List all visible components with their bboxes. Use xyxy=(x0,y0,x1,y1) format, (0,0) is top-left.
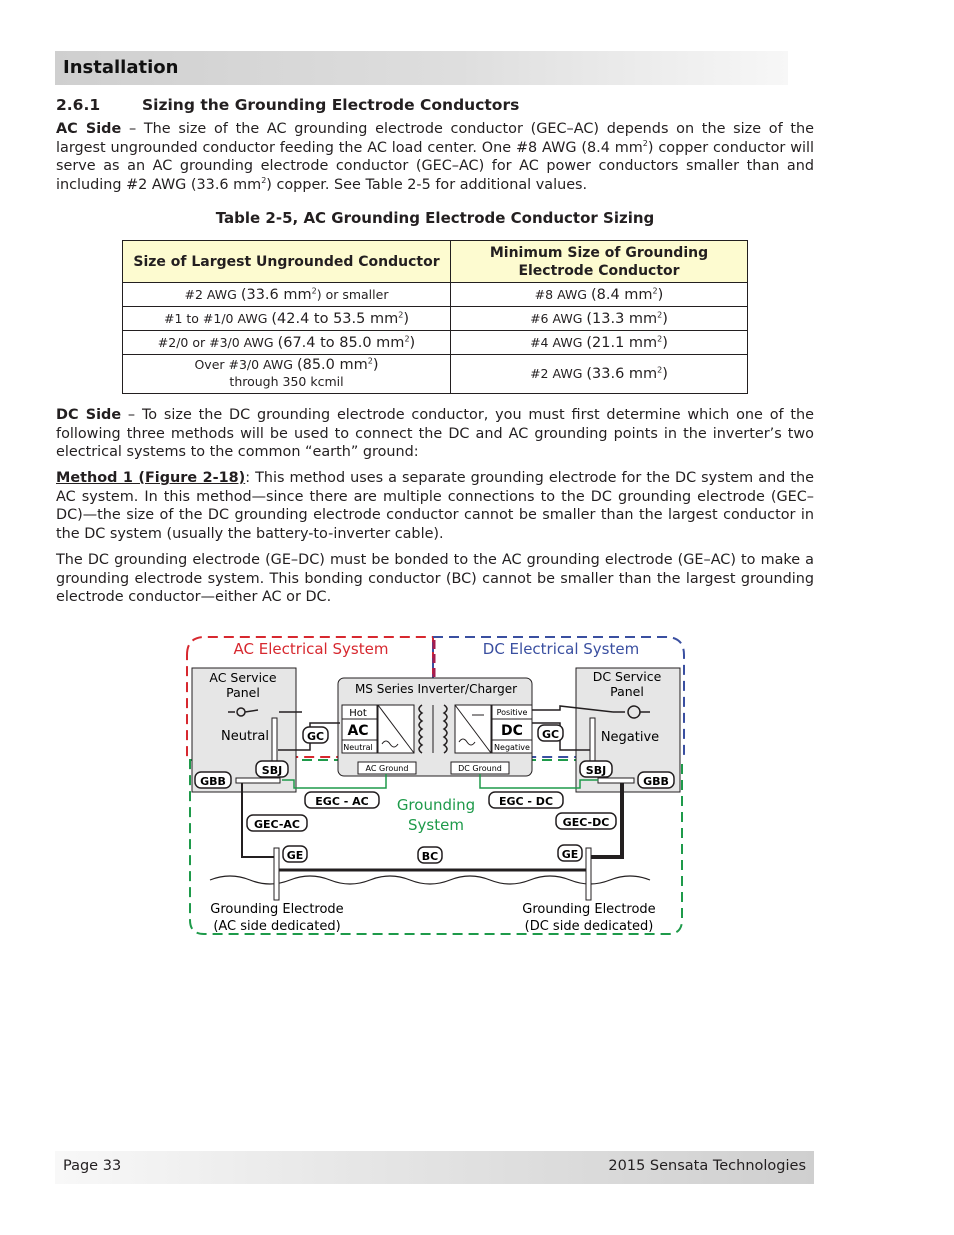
superscript: 2 xyxy=(657,365,663,375)
bc-badge xyxy=(418,847,442,863)
cell-awg: #6 AWG xyxy=(530,310,587,326)
ac-system-label: AC Electrical System xyxy=(233,640,389,658)
egc-dc-label: EGC - DC xyxy=(498,795,554,808)
close-paren: ) xyxy=(409,334,416,351)
superscript: 2 xyxy=(652,286,658,296)
ge-label: GE xyxy=(286,849,304,862)
cell-mm: (33.6 mm xyxy=(586,365,658,382)
bonding-text: The DC grounding electrode (GE–DC) must be bonded to the AC grounding electrode (GE–AC) to make a grounding electrode system. This bonding conductor (BC) cannot be smaller than the largest grounding electrode conductor—either AC or DC. xyxy=(56,552,814,605)
ac-side-lead: AC Side xyxy=(56,121,122,137)
dc-ground-rod xyxy=(586,848,591,900)
gbb-label: GBB xyxy=(200,775,226,788)
egc-dc-badge xyxy=(489,792,563,808)
ge-dc-caption-2: (DC side dedicated) xyxy=(524,919,654,934)
close-paren: ) xyxy=(662,365,668,382)
table-caption: Table 2-5, AC Grounding Electrode Conductor Sizing xyxy=(215,209,655,227)
dc-system-label: DC Electrical System xyxy=(482,640,640,658)
dc-ground-bus-bar xyxy=(598,778,634,783)
cell-mm: (33.6 mm xyxy=(240,286,312,303)
table-header-col2: Minimum Size of Grounding Electrode Conductor xyxy=(451,241,748,283)
ge-ac-caption-1: Grounding Electrode xyxy=(210,902,344,917)
cell-mm: (13.3 mm xyxy=(586,310,658,327)
bc-label: BC xyxy=(421,850,439,863)
ac-label: AC xyxy=(347,723,369,739)
header-title: Installation xyxy=(63,57,179,78)
superscript: 2 xyxy=(398,310,404,320)
superscript: 2 xyxy=(311,286,317,296)
gec-dc-badge xyxy=(556,813,616,829)
superscript: 2 xyxy=(261,175,267,185)
section-title: Sizing the Grounding Electrode Conductors xyxy=(142,96,520,114)
page-footer xyxy=(55,1151,814,1184)
cell-awg: #2 AWG xyxy=(530,365,587,381)
method1-text: : This method uses a separate grounding electrode for the DC system and the AC system. In this method—since there are multiple connections to the DC grounding electrode (GEC–DC)—the size of the DC grounding electrode conductor cannot be smaller than the largest conductor in the DC system (usually the battery-to-inverter cable). xyxy=(56,470,814,542)
ac-side-text-2: ) copper conductor will serve as an AC grounding electrode conductor (GEC–AC) for AC power conductors smaller than and including #2 AWG (33.6 mm xyxy=(56,139,814,193)
negative-bus-bar xyxy=(590,718,595,762)
cell-mm: (42.4 to 53.5 mm xyxy=(271,310,399,327)
egc-ac-label: EGC - AC xyxy=(315,795,369,808)
gc-label: GC xyxy=(306,730,325,743)
close-paren: ) xyxy=(662,310,668,327)
cell-line2: through 350 kcmil xyxy=(229,374,344,389)
sbj-badge-ac xyxy=(256,761,288,777)
ac-ground-rod xyxy=(274,848,279,900)
superscript: 2 xyxy=(657,334,663,344)
ge-badge-dc xyxy=(558,845,582,861)
ac-panel-label-2: Panel xyxy=(226,685,260,700)
ge-ac-caption-2: (AC side dedicated) xyxy=(213,919,341,934)
hot-label: Hot xyxy=(349,708,367,719)
ac-panel-label-1: AC Service xyxy=(209,670,277,685)
cell-mm: (85.0 mm xyxy=(296,357,368,373)
gec-dc-label: GEC-DC xyxy=(562,816,610,829)
close-paren: ) xyxy=(657,286,664,303)
negative-label: Negative xyxy=(600,730,660,745)
cell-mm: (67.4 to 85.0 mm xyxy=(277,334,405,351)
cell-mm: (21.1 mm xyxy=(586,334,658,351)
dc-side-lead: DC Side xyxy=(56,407,122,423)
superscript: 2 xyxy=(367,356,373,366)
table-header-col1: Size of Largest Ungrounded Conductor xyxy=(123,241,451,283)
cell-awg: #4 AWG xyxy=(530,334,587,350)
ge-badge-ac xyxy=(283,846,307,862)
dc-panel-label-1: DC Service xyxy=(592,669,662,684)
neutral-bus-bar xyxy=(272,718,277,762)
negative-small-label: Negative xyxy=(494,743,530,752)
grounding-system-label-1: Grounding xyxy=(396,796,476,814)
dc-side-text: – To size the DC grounding electrode conductor, you must first determine which one of the following three methods will be used to connect the DC and AC grounding points in the inverter’s two electrical systems to the common “earth” ground: xyxy=(56,407,815,460)
ac-side-text-3: ) copper. See Table 2-5 for additional values. xyxy=(266,176,588,193)
cell-mm: (8.4 mm xyxy=(590,286,653,303)
cell-awg: #1 to #1/0 AWG xyxy=(163,310,272,326)
neutral-label: Neutral xyxy=(221,729,269,744)
gc-label: GC xyxy=(541,728,560,741)
ac-side-text-1: – The size of the AC grounding electrode conductor (GEC–AC) depends on the size of the largest ungrounded conductor feeding the AC load center. One #8 AWG (8.4 mm xyxy=(56,121,814,156)
gbb-badge-dc xyxy=(638,772,674,788)
gbb-label: GBB xyxy=(643,775,669,788)
superscript: 2 xyxy=(657,310,663,320)
gbb-badge-ac xyxy=(195,772,231,788)
close-paren: ) xyxy=(372,357,379,373)
cell-awg: #2 AWG xyxy=(184,286,241,302)
gc-badge-dc xyxy=(538,725,563,741)
superscript: 2 xyxy=(642,138,648,148)
dc-panel-label-2: Panel xyxy=(610,684,644,699)
neutral-small-label: Neutral xyxy=(343,743,373,752)
ac-ground-label: AC Ground xyxy=(365,764,409,773)
sbj-badge-dc xyxy=(580,761,612,777)
method1-link[interactable]: Method 1 (Figure 2-18) xyxy=(56,470,246,486)
gec-ac-badge xyxy=(247,815,307,831)
positive-label: Positive xyxy=(496,708,528,717)
gec-ac-label: GEC-AC xyxy=(253,818,301,831)
section-number: 2.6.1 xyxy=(56,96,101,114)
dc-label: DC xyxy=(501,723,523,739)
inverter-label: MS Series Inverter/Charger xyxy=(354,682,518,696)
cell-awg: #8 AWG xyxy=(534,286,591,302)
sbj-label: SBJ xyxy=(585,764,607,777)
superscript: 2 xyxy=(404,334,410,344)
ac-ground-bus-bar xyxy=(236,778,280,783)
ge-label: GE xyxy=(561,848,579,861)
grounding-system-label-2: System xyxy=(408,816,464,834)
close-paren: ) xyxy=(662,334,668,351)
dc-ground-label: DC Ground xyxy=(458,764,502,773)
ge-dc-caption-1: Grounding Electrode xyxy=(522,902,656,917)
page-number: Page 33 xyxy=(63,1158,122,1174)
close-paren: ) xyxy=(403,310,409,327)
gc-badge-ac xyxy=(303,727,328,743)
egc-ac-badge xyxy=(305,792,379,808)
footer-copyright: 2015 Sensata Technologies xyxy=(608,1158,806,1174)
cell-suffix: ) or smaller xyxy=(316,286,389,302)
sbj-label: SBJ xyxy=(261,764,283,777)
cell-awg: Over #3/0 AWG xyxy=(194,357,297,372)
cell-awg: #2/0 or #3/0 AWG xyxy=(157,334,278,350)
